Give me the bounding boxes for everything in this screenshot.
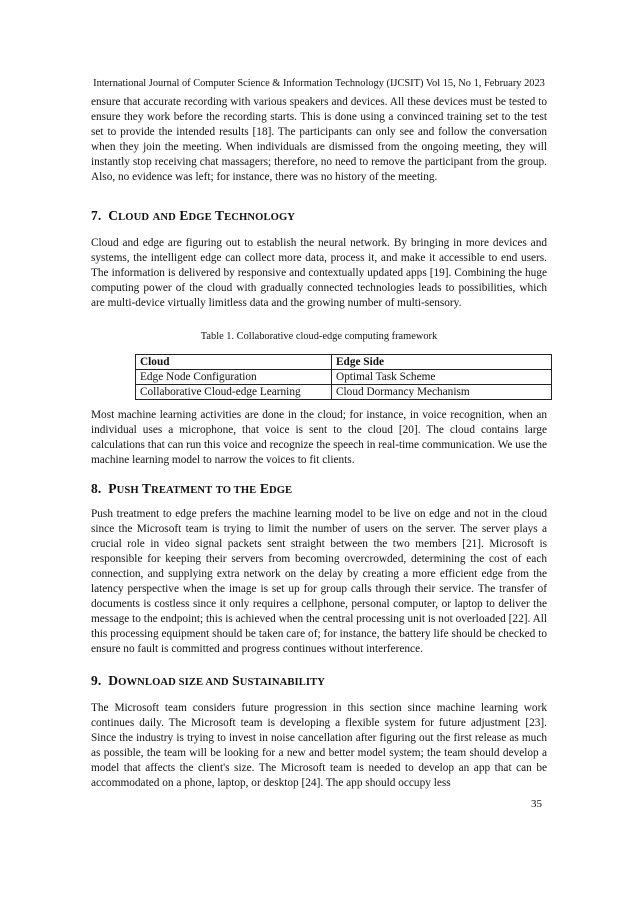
table-row bbox=[136, 370, 552, 385]
page-number: 35 bbox=[531, 798, 542, 810]
table-cell: Cloud Dormancy Mechanism bbox=[332, 385, 552, 400]
table-header-row bbox=[136, 355, 552, 370]
section-9-heading: 9. DOWNLOAD SIZE AND SUSTAINABILITY bbox=[91, 673, 326, 688]
cloud-edge-paragraph: Cloud and edge are figuring out to establish the neural network. By bringing in more devices and systems, the intelligent edge can collect more data, process it, and make it accessible to end users. The information is delivered by responsive and contextually updated apps [19]. Combining the huge computing power of the cloud with gradually connected technologies leads to possibilities, which are multi-device virtually limitless data and the growing number of multi-sensory. bbox=[91, 237, 547, 310]
journal-header: International Journal of Computer Science & Information Technology (IJCSIT) Vol 15, No 1, February 2023 bbox=[93, 78, 545, 89]
table-header-cell: Cloud bbox=[136, 355, 332, 370]
section-8-heading: 8. PUSH TREATMENT TO THE EDGE bbox=[91, 481, 293, 496]
ml-cloud-paragraph: Most machine learning activities are done in the cloud; for instance, in voice recognition, when an individual uses a microphone, that voice is sent to the cloud [20]. The cloud contains large calculations that can run this voice and recognize the speech in real-time communication. We use the machine learning model to narrow the voices to fit clients. bbox=[91, 409, 547, 467]
download-paragraph: The Microsoft team considers future progression in this section since machine learning work continues daily. The Microsoft team is developing a flexible system for future adjustment [23]. Since the industry is trying to invest in noise cancellation after figuring out the first release as much as possible, the team will be looking for a new and better model system; the team should develop a model that affects the client's size. The Microsoft team is needed to develop an app that can be accommodated on a phone, laptop, or desktop [24]. The app should occupy less bbox=[91, 702, 547, 790]
intro-paragraph: ensure that accurate recording with various speakers and devices. All these devices must be tested to ensure they work before the recording starts. This is done using a convinced training set to the test set to provide the intended results [18]. The participants can only see and follow the conversation when they join the meeting. When individuals are dismissed from the ongoing meeting, they will instantly stop receiving chat massagers; therefore, no need to remove the participant from the group. Also, no evidence was left; for instance, there was no history of the meeting. bbox=[91, 96, 547, 184]
framework-table bbox=[135, 354, 552, 400]
push-paragraph: Push treatment to edge prefers the machine learning model to be live on edge and not in the cloud since the Microsoft team is trying to limit the number of users on the server. The server plays a crucial role in video signal packets sent straight between the two members [21]. Microsoft is responsible for keeping their servers from becoming overcrowded, determining the cost of each connection, and supplying extra network on the delay by creating a more efficient edge from the latency perspective when the image is set up for group calls through their service. The transfer of documents is costless since it only requires a cellphone, personal computer, or laptop to deliver the message to the endpoint; this is achieved when the central processing unit is not overloaded [22]. All this processing equipment should be taken care of; for instance, the battery life should be checked to ensure no fault is committed and progress continues without interference. bbox=[91, 508, 547, 656]
table-cell: Edge Node Configuration bbox=[136, 370, 332, 385]
table-header-cell: Edge Side bbox=[332, 355, 552, 370]
table-caption: Table 1. Collaborative cloud-edge computing framework bbox=[200, 331, 438, 342]
table-cell: Collaborative Cloud-edge Learning bbox=[136, 385, 332, 400]
section-7-heading: 7. CLOUD AND EDGE TECHNOLOGY bbox=[91, 208, 296, 223]
table-cell: Optimal Task Scheme bbox=[332, 370, 552, 385]
table-row bbox=[136, 385, 552, 400]
